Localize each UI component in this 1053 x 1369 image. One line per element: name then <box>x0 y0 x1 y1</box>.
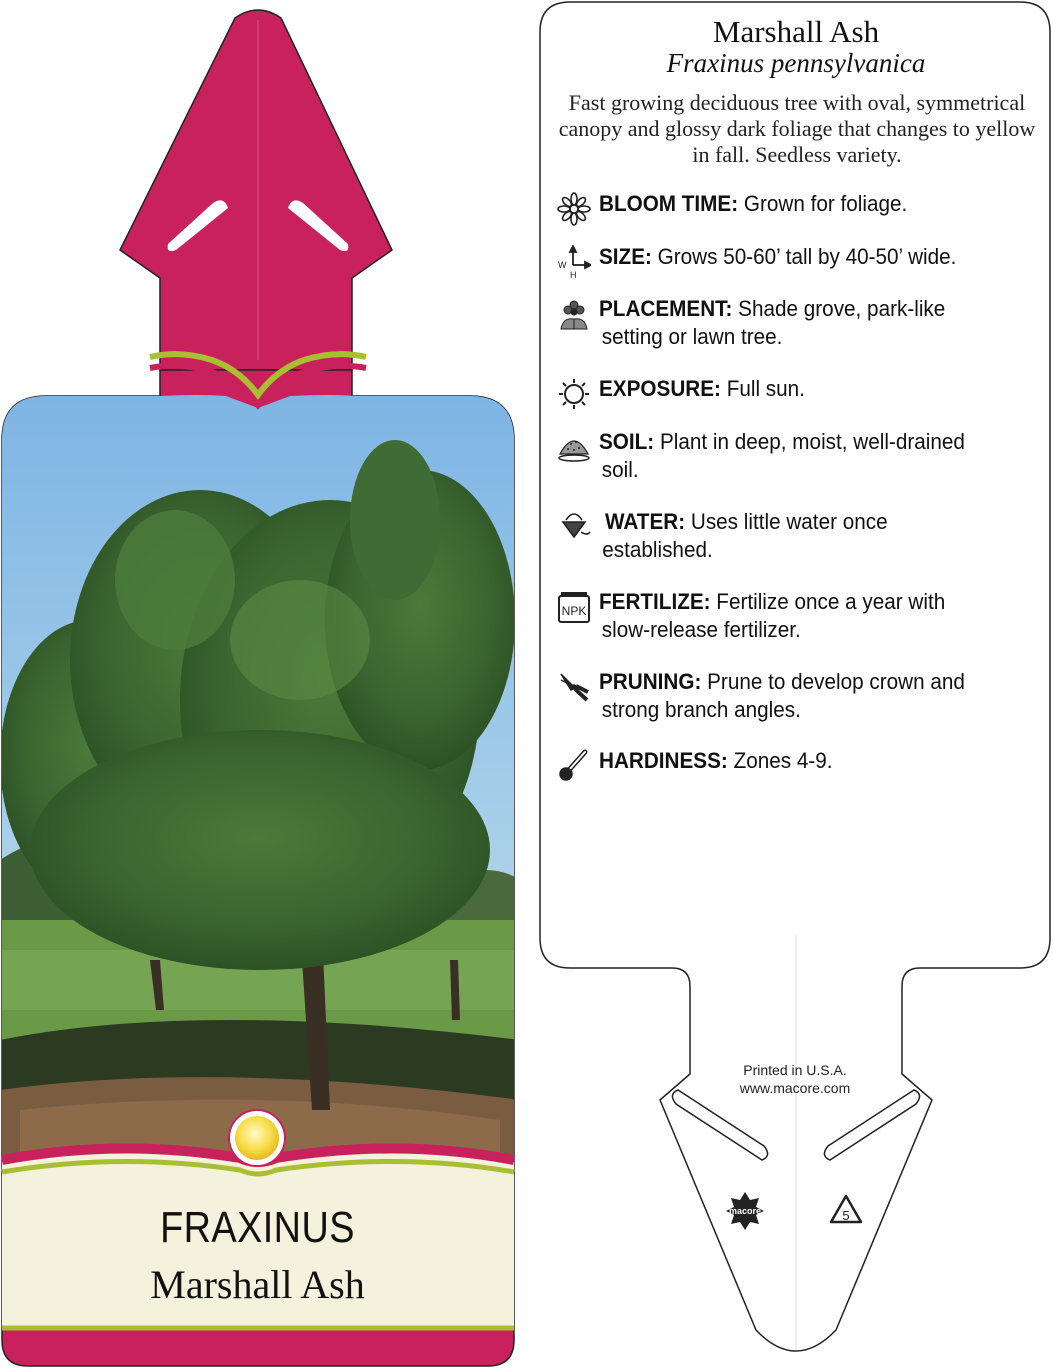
pruning-label: PRUNING: <box>599 669 702 694</box>
soil-value-line2: soil. <box>601 457 639 482</box>
plant-description: Fast growing deciduous tree with oval, symmetrical canopy and glossy dark foliage that changes to yellow in fall. Seedless variety. <box>558 90 1036 167</box>
scientific-name: Fraxinus pennsylvanica <box>666 48 926 78</box>
hang-tab <box>120 10 392 370</box>
soil-pile-icon <box>557 430 591 464</box>
fertilize-label: FERTILIZE: <box>599 589 711 614</box>
bloom-time-value: Grown for foliage. <box>743 191 908 216</box>
svg-text:W: W <box>558 260 567 270</box>
svg-text:5: 5 <box>842 1208 850 1223</box>
fertilize-value: Fertilize once a year with <box>716 589 946 614</box>
bloom-time-label: BLOOM TIME: <box>599 191 739 216</box>
placement-label: PLACEMENT: <box>599 296 733 321</box>
placement-value: Shade grove, park-like <box>738 296 946 321</box>
genus-name: FRAXINUS <box>160 1203 355 1252</box>
soil-value: Plant in deep, moist, well-drained <box>659 429 965 454</box>
soil-label: SOIL: <box>599 429 655 454</box>
pruning-shears-icon <box>557 670 591 704</box>
water-label: WATER: <box>605 509 686 534</box>
front-common-name: Marshall Ash <box>150 1262 365 1307</box>
exposure-value: Full sun. <box>726 376 805 401</box>
size-label: SIZE: <box>599 244 652 269</box>
flower-icon <box>557 192 591 226</box>
fertilize-value-line2: slow-release fertilizer. <box>601 617 801 642</box>
svg-text:NPK: NPK <box>561 604 587 618</box>
placement-value-line2: setting or lawn tree. <box>601 324 783 349</box>
printed-info <box>690 1061 900 1097</box>
watering-can-icon <box>557 510 591 544</box>
npk-fertilizer-icon <box>557 590 591 624</box>
exposure-label: EXPOSURE: <box>599 376 721 401</box>
hardiness-label: HARDINESS: <box>599 748 728 773</box>
svg-text:macore: macore <box>728 1206 762 1216</box>
front-tag <box>0 0 520 1369</box>
printed-in: Printed in U.S.A. <box>743 1062 847 1078</box>
thermometer-icon <box>557 749 591 783</box>
sun-exposure-icon <box>229 1110 285 1166</box>
tree-photo <box>0 380 520 1200</box>
size-value: Grows 50-60’ tall by 40-50’ wide. <box>657 244 957 269</box>
pruning-value-line2: strong branch angles. <box>601 697 801 722</box>
water-value: Uses little water once <box>690 509 888 534</box>
back-title: Marshall Ash <box>712 14 880 49</box>
water-value-line2: established. <box>602 537 713 562</box>
sun-icon <box>557 377 591 411</box>
hardiness-value: Zones 4-9. <box>733 748 833 773</box>
size-arrows-icon <box>557 245 591 279</box>
svg-text:H: H <box>570 270 577 279</box>
pruning-value: Prune to develop crown and <box>707 669 965 694</box>
flower-bed-icon <box>557 297 591 331</box>
website-url: www.macore.com <box>739 1080 851 1096</box>
